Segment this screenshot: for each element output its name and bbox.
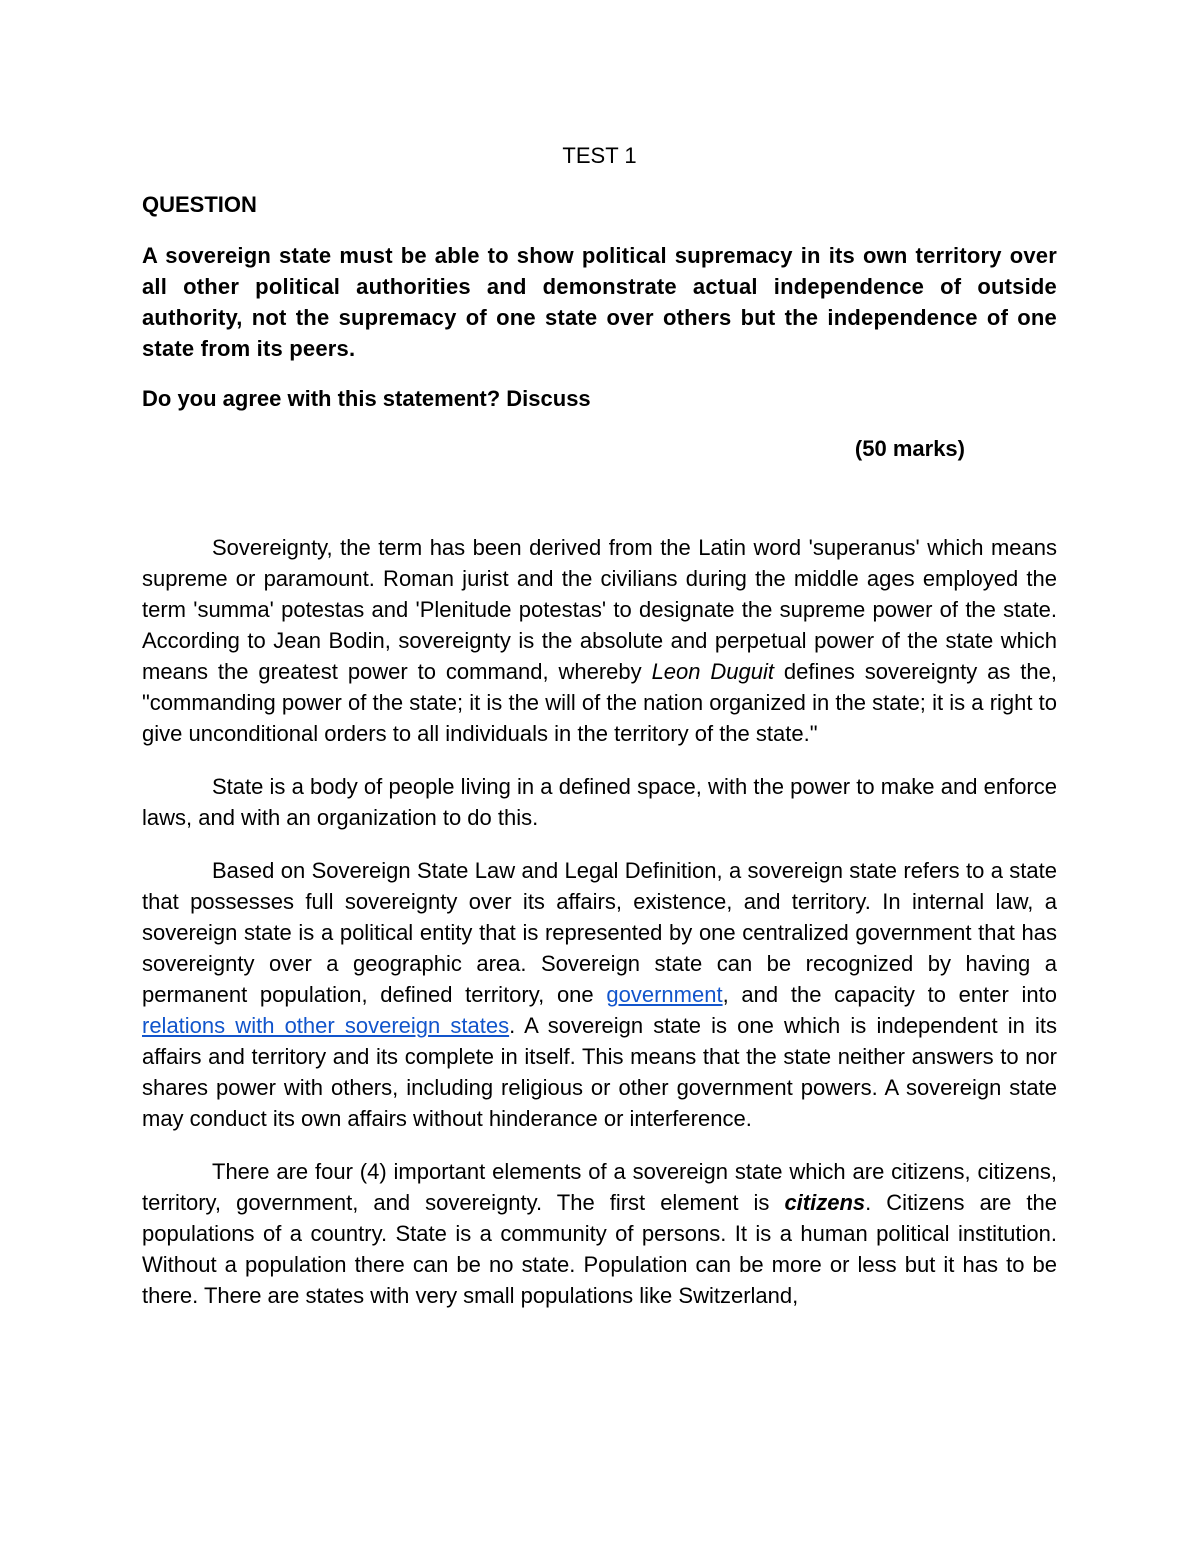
question-prompt: Do you agree with this statement? Discuss [142,386,591,411]
paragraph-sovereign-state [142,855,1057,1134]
paragraph-sovereignty-definition [142,532,1057,749]
document-page [142,138,1057,1333]
paragraph-text: Sovereignty, the term has been derived from the Latin word 'superanus' which means supreme or paramount. Roman jurist and the civilians during the middle ages employed the term 'summa' potestas and 'Plenitude potestas' to designate the supreme power of the state. According to Jean Bodin, sovereignty is the absolute and perpetual power of the state which means the greatest power to command, whereby [142,535,1057,684]
relations-with-other-sovereign-states-link[interactable]: relations with other sovereign states [142,1013,510,1038]
emphasis-citizens: citizens [784,1190,866,1215]
italic-name: Leon Duguit [651,659,775,684]
question-statement: A sovereign state must be able to show political supremacy in its own territory over all other political authorities and demonstrate actual independence of outside authority, not the supremacy of one state over others but the independence of one state from its peers. [142,243,1057,361]
marks-label: (50 marks) [854,436,965,461]
question-heading: QUESTION [142,192,257,217]
government-link[interactable]: government [606,982,723,1007]
paragraph-state-definition: State is a body of people living in a defined space, with the power to make and enforce laws, and with an organization to do this. [142,774,1057,830]
paragraph-text: defines sovereignty as the, "commanding power of the state; it is the will of the nation organized in the state; it is a right to give unconditional orders to all individuals in the territory of the state." [142,659,1058,746]
paragraph-text: . A sovereign state is one which is independent in its affairs and territory and its complete in itself. This means that the state neither answers to nor shares power with others, including religious or other government powers. A sovereign state may conduct its own affairs without hinderance or interference. [142,1013,1057,1131]
paragraph-elements [142,1156,1057,1311]
paragraph-text: Based on Sovereign State Law and Legal Definition, a sovereign state refers to a state that possesses full sovereignty over its affairs, existence, and territory. In internal law, a sovereign state is a political entity that is represented by one centralized government that has sovereignty over a geographic area. Sovereign state can be recognized by having a permanent population, defined territory, one [142,858,1057,1007]
paragraph-text: , and the capacity to enter into [722,982,1058,1007]
document-title: TEST 1 [562,143,637,168]
paragraph-text: . Citizens are the populations of a country. State is a community of persons. It is a human political institution. Without a population there can be no state. Population can be more or less but it has to be there. There are states with very small populations like Switzerland, [142,1190,1057,1308]
paragraph-text: There are four (4) important elements of a sovereign state which are citizens, citizens, territory, government, and sovereignty. The first element is [142,1159,1057,1215]
